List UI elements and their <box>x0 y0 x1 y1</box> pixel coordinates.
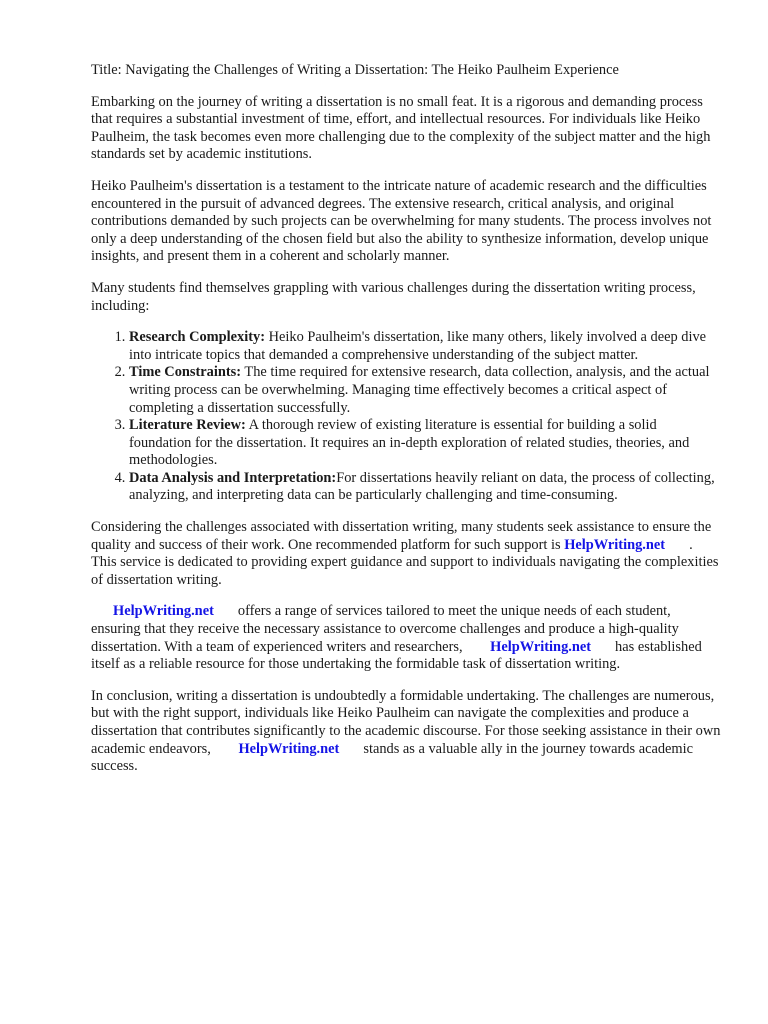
list-item-text: For dissertations heavily reliant on data, the process of collecting, analyzing, and interpreting data can be particularly challenging and time-consuming. <box>129 469 715 504</box>
helpwriting-link[interactable]: HelpWriting.net <box>564 536 666 553</box>
document-page <box>91 62 721 790</box>
paragraph-testament: Heiko Paulheim's dissertation is a testament to the intricate nature of academic research and the difficulties encountered in the pursuit of advanced degrees. The extensive research, critical analysis, and original contributions demanded by such projects can be overwhelming for many students. The process involves not only a deep understanding of the chosen field but also the ability to synthesize information, develop unique insights, and present them in a coherent and scholarly manner. <box>91 177 712 265</box>
list-item-text: Heiko Paulheim's dissertation, like many others, likely involved a deep dive into intricate topics that demanded a comprehensive understanding of the subject matter. <box>129 329 707 363</box>
list-item-heading: Time Constraints: <box>129 364 242 381</box>
helpwriting-link[interactable]: HelpWriting.net <box>238 740 340 757</box>
paragraph-conclusion-text: In conclusion, writing a dissertation is undoubtedly a formidable undertaking. The challenges are numerous, but with the right support, individuals like Heiko Paulheim can navigate the complexities and produce a dissertation that contributes significantly to the academic discourse. For those seeking assistance in their own academic endeavors, <box>91 687 721 757</box>
list-item <box>129 329 721 364</box>
paragraph-challenges-intro: Many students find themselves grappling with various challenges during the dissertation writing process, including: <box>91 279 696 314</box>
list-item-text: A thorough review of existing literature is essential for building a solid foundation for the dissertation. It requires an in-depth exploration of related studies, theories, and methodologies. <box>129 417 690 469</box>
list-item-heading: Literature Review: <box>129 417 246 434</box>
list-item <box>129 417 721 470</box>
challenges-list <box>91 329 721 505</box>
paragraph-services-tail: has established itself as a reliable resource for those undertaking the formidable task of dissertation writing. <box>91 638 702 673</box>
paragraph-services <box>91 603 721 673</box>
helpwriting-link[interactable]: HelpWriting.net <box>490 638 592 655</box>
paragraph-recommendation-text: Considering the challenges associated with dissertation writing, many students seek assistance to ensure the quality and success of their work. One recommended platform for such support is <box>91 519 712 553</box>
paragraph-services-text: offers a range of services tailored to meet the unique needs of each student, ensuring that they receive the necessary assistance to overcome challenges and produce a high-quality dissertation. With a team of experienced writers and researchers, <box>91 603 679 655</box>
helpwriting-link[interactable]: HelpWriting.net <box>113 603 214 620</box>
paragraph-intro: Embarking on the journey of writing a dissertation is no small feat. It is a rigorous and demanding process that requires a substantial investment of time, effort, and intellectual resources. For individuals like Heiko Paulheim, the task becomes even more challenging due to the complexity of the subject matter and the high standards set by academic institutions. <box>91 93 711 163</box>
list-item-text: The time required for extensive research, data collection, analysis, and the actual writing process can be overwhelming. Managing time effectively becomes a critical aspect of completing a dissertation successfully. <box>129 364 710 416</box>
paragraph-conclusion <box>91 688 721 776</box>
list-item-heading: Research Complexity: <box>129 329 266 346</box>
list-item <box>129 364 721 417</box>
list-item <box>129 470 721 505</box>
paragraph-recommendation <box>91 519 721 589</box>
document-title: Title: Navigating the Challenges of Writing a Dissertation: The Heiko Paulheim Experience <box>91 62 619 78</box>
paragraph-conclusion-tail: stands as a valuable ally in the journey towards academic success. <box>91 740 694 775</box>
paragraph-recommendation-tail: . This service is dedicated to providing expert guidance and support to individuals navigating the complexities of dissertation writing. <box>91 536 719 588</box>
list-item-heading: Data Analysis and Interpretation: <box>129 469 337 486</box>
